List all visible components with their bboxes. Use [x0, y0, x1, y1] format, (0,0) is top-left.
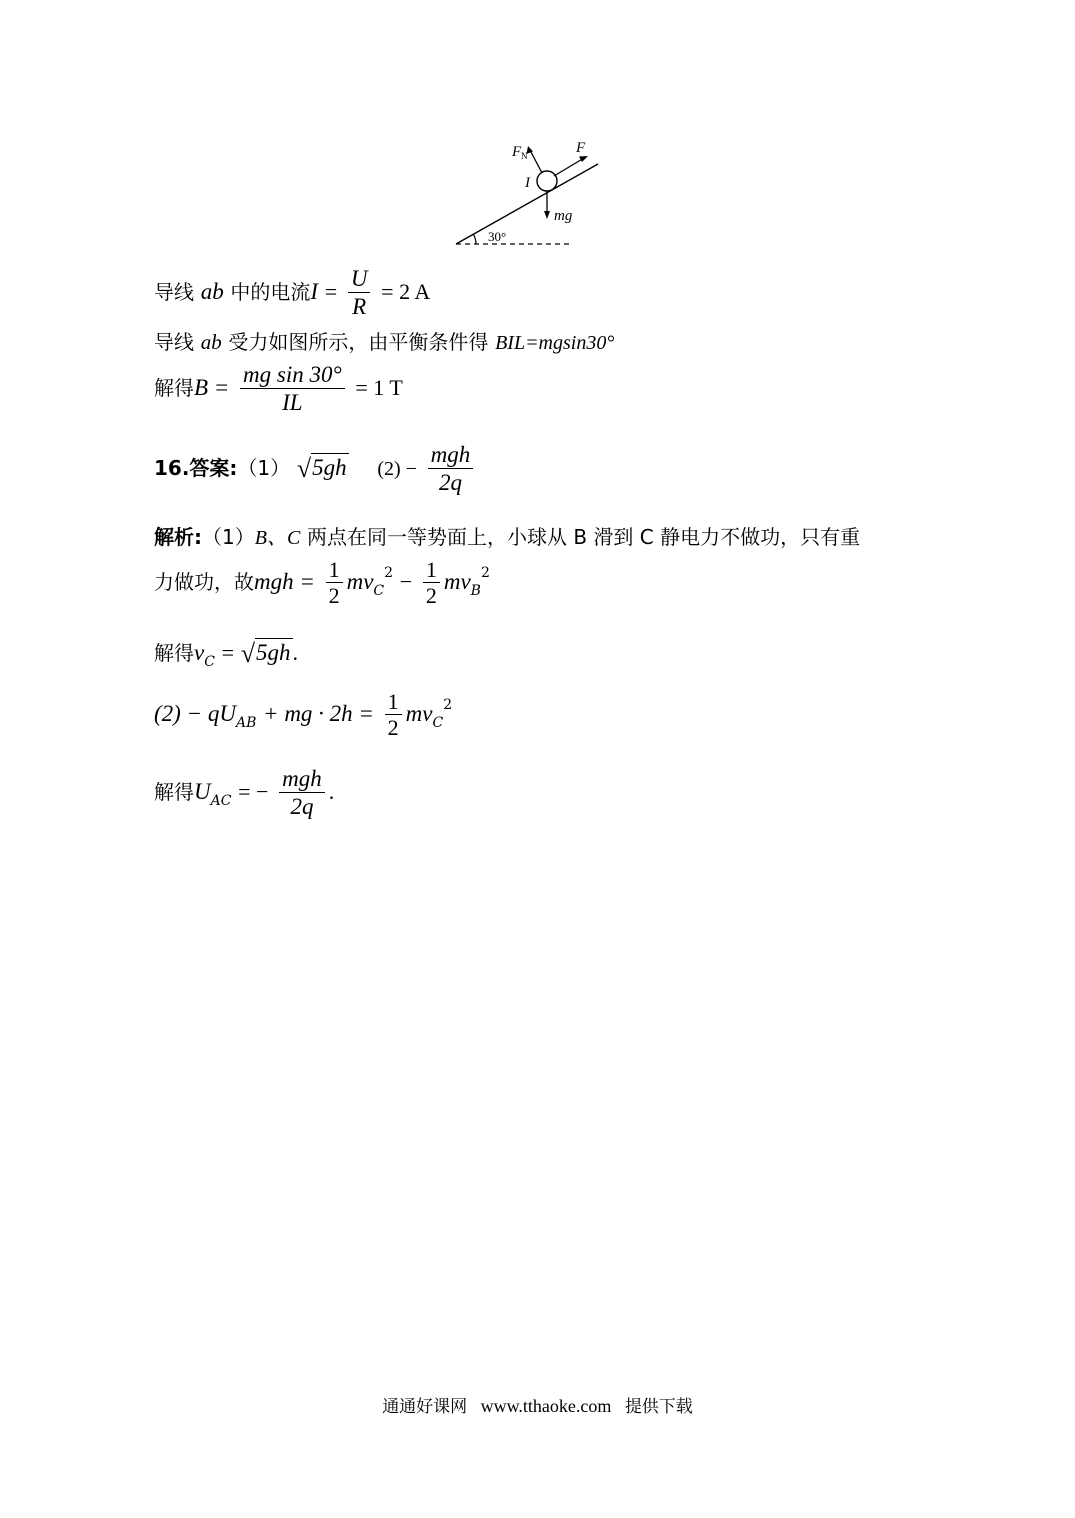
mg-label: mg: [554, 208, 573, 224]
footer-note: 提供下载: [624, 1397, 693, 1417]
potential-equation: $(2) - qU_{AB}$ + mg · 2h = $\frac{1}{2}$ $mv_C^2$: [154, 689, 453, 741]
fn-subscript: N: [521, 151, 528, 161]
part-2: (2) −: [377, 458, 417, 481]
wire-circle: [537, 171, 557, 191]
result: = 1 T: [355, 375, 403, 401]
var-i: I: [310, 279, 319, 305]
voltage-result: 解得$U_{AC}$ = − $\frac{\text{mgh}}{2q}$ .: [154, 766, 335, 820]
text: 受力如图所示，由平衡条件得: [228, 330, 489, 354]
fn-label: F: [512, 144, 522, 160]
angle-arc: [474, 235, 477, 245]
current-equation: 导线 ab 中的电流I = $\frac{U}{R}$ = 2 A: [154, 266, 431, 320]
text: 中的电流: [230, 280, 311, 305]
numerator: mg sin 30°: [240, 362, 345, 389]
field-equation: [154, 362, 403, 417]
fraction-mg-il: [240, 362, 345, 417]
fraction-u-r: [348, 266, 371, 321]
text: 导线: [154, 330, 194, 354]
f-label: F: [576, 140, 586, 156]
var-ab: ab: [200, 330, 222, 354]
answer-16: 16.答案:（1） √5gh (2) − $\frac{\text{mgh}}{2q}$: [154, 442, 477, 497]
text: 导线: [154, 280, 194, 305]
analysis-line-1: 解析:（1）B、C 两点在同一等势面上，小球从 B 滑到 C 静电力不做功，只有重: [154, 525, 861, 549]
page-footer: [0, 1392, 1075, 1417]
denominator: IL: [282, 390, 303, 416]
force-diagram: [448, 132, 618, 252]
f-arrow: [554, 158, 584, 176]
fn-arrow: [530, 150, 542, 173]
denominator: R: [352, 294, 367, 320]
numerator: U: [348, 266, 371, 293]
energy-equation: 力做功，故mgh = $\frac{1}{2}$ $mv_C^2$ − $\frac{1}{2}$ $mv_B^2$: [154, 557, 490, 609]
text: 解得: [154, 376, 194, 401]
balance-equation: BIL=mgsin30°: [495, 332, 615, 354]
var-ab: ab: [200, 279, 224, 305]
answer-label: 16.答案:: [154, 456, 238, 481]
i-label: I: [525, 175, 530, 191]
sqrt-5gh: √5gh: [296, 454, 347, 484]
fraction-mgh-2q: $\frac{\text{mgh}}{2q}$: [428, 442, 474, 497]
footer-url[interactable]: www.tthaoke.com: [480, 1396, 612, 1416]
angle-label: 30°: [488, 229, 507, 244]
analysis-label: 解析:: [154, 525, 202, 549]
footer-site: 通通好课网: [382, 1397, 468, 1417]
result: = 2 A: [381, 279, 431, 305]
lhs: B =: [194, 375, 230, 401]
force-balance-text: [154, 332, 614, 353]
velocity-result: 解得$v_C = √5gh$.: [154, 639, 299, 670]
